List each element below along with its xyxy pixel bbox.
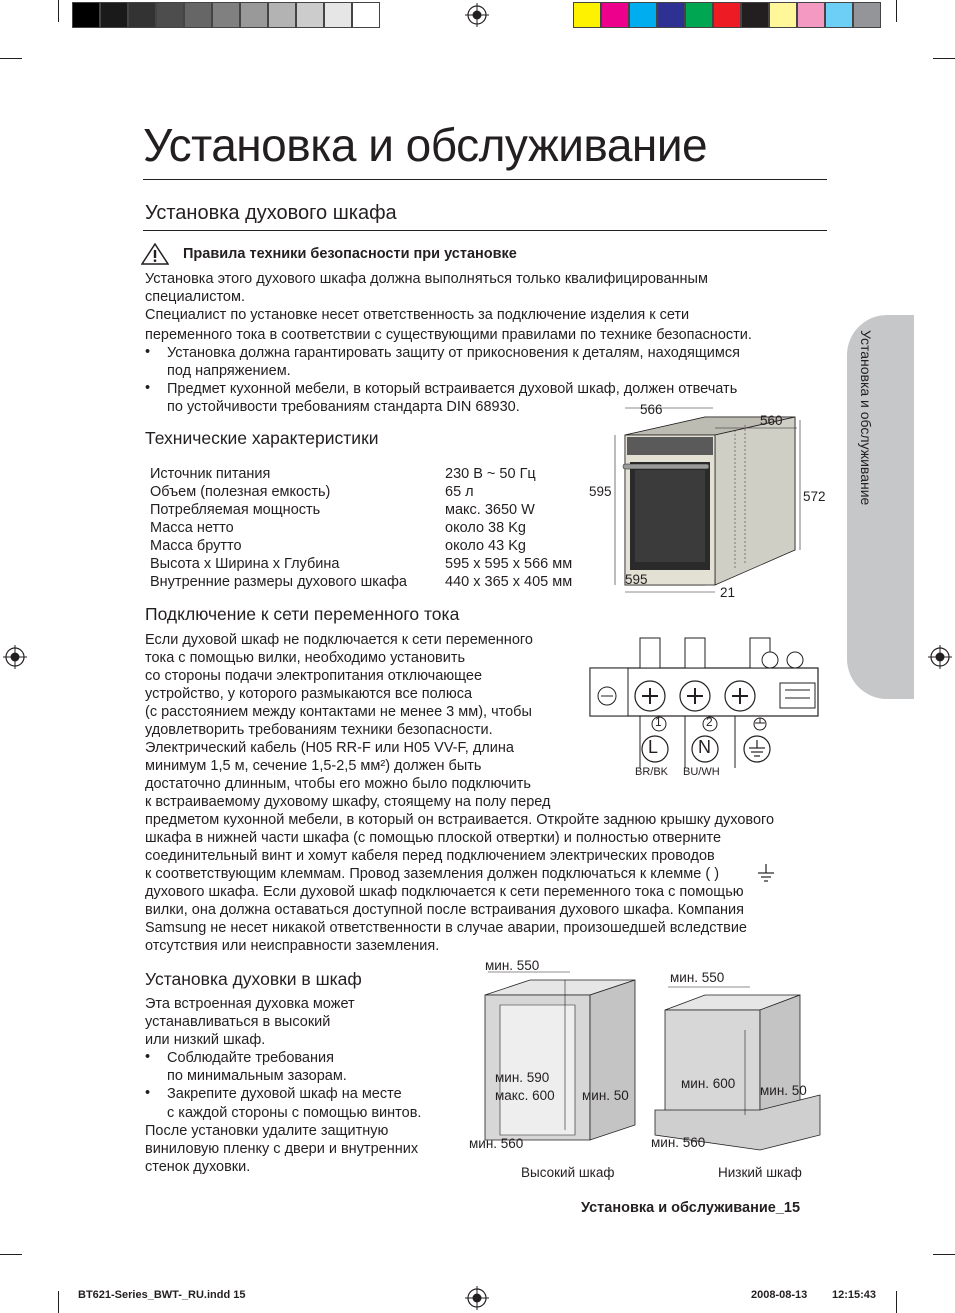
spec-value: макс. 3650 W — [445, 502, 535, 518]
color-swatch — [601, 2, 629, 28]
color-swatch — [853, 2, 881, 28]
ground-icon — [755, 862, 777, 884]
crop-mark — [0, 1254, 22, 1255]
cabinet-text: или низкий шкаф. — [145, 1032, 266, 1048]
spec-value: около 43 Kg — [445, 538, 526, 554]
connection-heading: Подключение к сети переменного тока — [145, 604, 460, 624]
color-swatch — [573, 2, 601, 28]
terminal-letter: L — [648, 737, 659, 757]
color-swatch — [825, 2, 853, 28]
connection-line: со стороны подачи электропитания отключающее — [145, 668, 483, 684]
crop-mark — [933, 58, 955, 59]
gray-swatch — [324, 2, 352, 28]
clearance-label: макс. 600 — [495, 1088, 555, 1103]
registration-mark-icon — [465, 3, 489, 27]
side-tab-label: Установка и обслуживание — [858, 330, 874, 506]
connection-line: отсутствия или неисправности заземления. — [145, 938, 440, 954]
safety-heading: Правила техники безопасности при установке — [183, 246, 517, 262]
gray-swatch — [100, 2, 128, 28]
diagram-caption: Низкий шкаф — [718, 1165, 802, 1180]
clearance-label: мин. 560 — [651, 1135, 706, 1150]
spec-label: Внутренние размеры духового шкафа — [150, 574, 407, 590]
title-rule — [143, 179, 827, 180]
gray-swatch — [72, 2, 100, 28]
gray-swatch — [240, 2, 268, 28]
cabinet-text: После установки удалите защитную — [145, 1123, 389, 1139]
bullet-text: по минимальным зазорам. — [167, 1068, 347, 1084]
connection-line: духового шкафа. Если духовой шкаф подключается к сети переменного тока с помощью — [145, 884, 744, 900]
gray-swatch — [156, 2, 184, 28]
connection-line: вилки, она должна оставаться доступной после встраивания духового шкафа. Компания — [145, 902, 745, 918]
gray-swatch — [184, 2, 212, 28]
tall-cabinet-diagram — [470, 970, 650, 1160]
clearance-label: мин. 50 — [760, 1083, 807, 1098]
registration-mark-icon — [928, 645, 952, 669]
color-swatch — [657, 2, 685, 28]
bullet-text: Установка должна гарантировать защиту от прикосновения к деталям, находящимся — [167, 345, 740, 361]
gray-swatch — [296, 2, 324, 28]
connection-line: к встраиваемому духовому шкафу, стоящему на полу перед — [145, 794, 551, 810]
bullet-text: Предмет кухонной мебели, в который встраивается духовой шкаф, должен отвечать — [167, 381, 738, 397]
safety-line: Специалист по установке несет ответственность за подключение изделия к сети — [145, 307, 690, 323]
section-title: Установка духового шкафа — [145, 202, 397, 224]
connection-line: к соответствующим клеммам. Провод заземления должен подключаться к клемме ( ) — [145, 866, 720, 882]
crop-mark — [896, 1291, 897, 1313]
crop-mark — [58, 1291, 59, 1313]
bullet-text: Соблюдайте требования — [167, 1050, 334, 1066]
crop-mark — [0, 58, 22, 59]
section-rule — [143, 230, 827, 231]
print-file: BT621-Series_BWT-_RU.indd 15 — [78, 1289, 246, 1301]
clearance-label: мин. 550 — [485, 958, 540, 973]
clearance-label: мин. 600 — [681, 1076, 736, 1091]
color-swatch — [713, 2, 741, 28]
tech-heading: Технические характеристики — [145, 428, 379, 448]
color-swatch — [629, 2, 657, 28]
spec-value: около 38 Kg — [445, 520, 526, 536]
gray-swatch — [128, 2, 156, 28]
connection-line: Электрический кабель (H05 RR-F или H05 VV-F, длина — [145, 740, 514, 756]
spec-label: Источник питания — [150, 466, 271, 482]
warning-icon — [141, 243, 169, 265]
cabinet-text: виниловую пленку с двери и внутренних — [145, 1141, 419, 1157]
registration-mark-icon — [465, 1286, 489, 1310]
bullet-text: с каждой стороны с помощью винтов. — [167, 1105, 422, 1121]
bullet-text: Закрепите духовой шкаф на месте — [167, 1086, 402, 1102]
safety-line: Установка этого духового шкафа должна выполняться только квалифицированным — [145, 271, 708, 287]
spec-value: 65 л — [445, 484, 474, 500]
cabinet-text: Эта встроенная духовка может — [145, 996, 355, 1012]
color-swatch — [685, 2, 713, 28]
wire-label: BU/WH — [683, 766, 720, 778]
spec-label: Высота х Ширина х Глубина — [150, 556, 340, 572]
page-footer: Установка и обслуживание_15 — [581, 1200, 801, 1216]
cabinet-text: стенок духовки. — [145, 1159, 251, 1175]
connection-line: удовлетворить требованиям техники безопасности. — [145, 722, 493, 738]
bullet-dot: • — [145, 1085, 151, 1101]
print-time: 12:15:43 — [832, 1289, 877, 1301]
terminal-letter: N — [698, 737, 711, 757]
dim-label: 595 — [625, 572, 648, 587]
connection-line: Если духовой шкаф не подключается к сети переменного — [145, 632, 533, 648]
connection-line: минимум 1,5 м, сечение 1,5-2,5 мм²) должен быть — [145, 758, 482, 774]
bullet-dot: • — [145, 380, 151, 396]
terminal-number: 1 — [655, 715, 662, 729]
dim-label: 566 — [640, 402, 663, 417]
spec-value: 595 x 595 x 566 мм — [445, 556, 573, 572]
connection-line: (с расстоянием между контактами не менее 3 мм), чтобы — [145, 704, 532, 720]
clearance-label: мин. 50 — [582, 1088, 629, 1103]
gray-swatch — [268, 2, 296, 28]
connection-line: шкафа в нижней части шкафа (с помощью плоской отвертки) и полностью отверните — [145, 830, 722, 846]
bullet-dot: • — [145, 344, 151, 360]
connection-line: тока с помощью вилки, необходимо установить — [145, 650, 466, 666]
gray-swatch — [352, 2, 380, 28]
color-swatch — [741, 2, 769, 28]
low-cabinet-diagram — [650, 985, 830, 1155]
connection-line: соединительный винт и хомут кабеля перед подключением электрических проводов — [145, 848, 715, 864]
safety-line: специалистом. — [145, 289, 245, 305]
safety-line: переменного тока в соответствии с существующими правилами по технике безопасности. — [145, 327, 752, 343]
terminal-number: 2 — [706, 715, 713, 729]
dim-label: 21 — [720, 585, 736, 600]
connection-line: достаточно длинным, чтобы его можно было подключить — [145, 776, 531, 792]
dim-label: 595 — [589, 484, 612, 499]
wire-label: BR/BK — [635, 766, 669, 778]
crop-mark — [58, 0, 59, 22]
clearance-label: мин. 590 — [495, 1070, 550, 1085]
color-swatch — [769, 2, 797, 28]
connection-line: устройство, у которого размыкаются все полюса — [145, 686, 473, 702]
connection-line: Samsung не несет никакой ответственности в случае аварии, произошедшей вследствие — [145, 920, 747, 936]
spec-label: Масса брутто — [150, 538, 242, 554]
registration-mark-icon — [3, 645, 27, 669]
diagram-caption: Высокий шкаф — [521, 1165, 615, 1180]
spec-value: 230 В ~ 50 Гц — [445, 466, 536, 482]
gray-swatch — [212, 2, 240, 28]
bullet-dot: • — [145, 1049, 151, 1065]
dim-label: 572 — [803, 489, 826, 504]
cabinet-heading: Установка духовки в шкаф — [145, 969, 362, 989]
connection-line: предметом кухонной мебели, в который он встраивается. Откройте заднюю крышку духового — [145, 812, 775, 828]
page-title: Установка и обслуживание — [143, 119, 708, 171]
spec-label: Объем (полезная емкость) — [150, 484, 331, 500]
crop-mark — [933, 1254, 955, 1255]
print-date: 2008-08-13 — [751, 1289, 808, 1301]
crop-mark — [896, 0, 897, 22]
color-swatch — [797, 2, 825, 28]
bullet-text: по устойчивости требованиям стандарта DIN 68930. — [167, 399, 520, 415]
spec-label: Масса нетто — [150, 520, 234, 536]
cabinet-text: устанавливаться в высокий — [145, 1014, 331, 1030]
clearance-label: мин. 560 — [469, 1136, 524, 1151]
spec-label: Потребляемая мощность — [150, 502, 321, 518]
oven-dimension-diagram — [585, 400, 830, 600]
dim-label: 560 — [760, 413, 783, 428]
bullet-text: под напряжением. — [167, 363, 291, 379]
clearance-label: мин. 550 — [670, 970, 725, 985]
spec-value: 440 x 365 x 405 мм — [445, 574, 573, 590]
